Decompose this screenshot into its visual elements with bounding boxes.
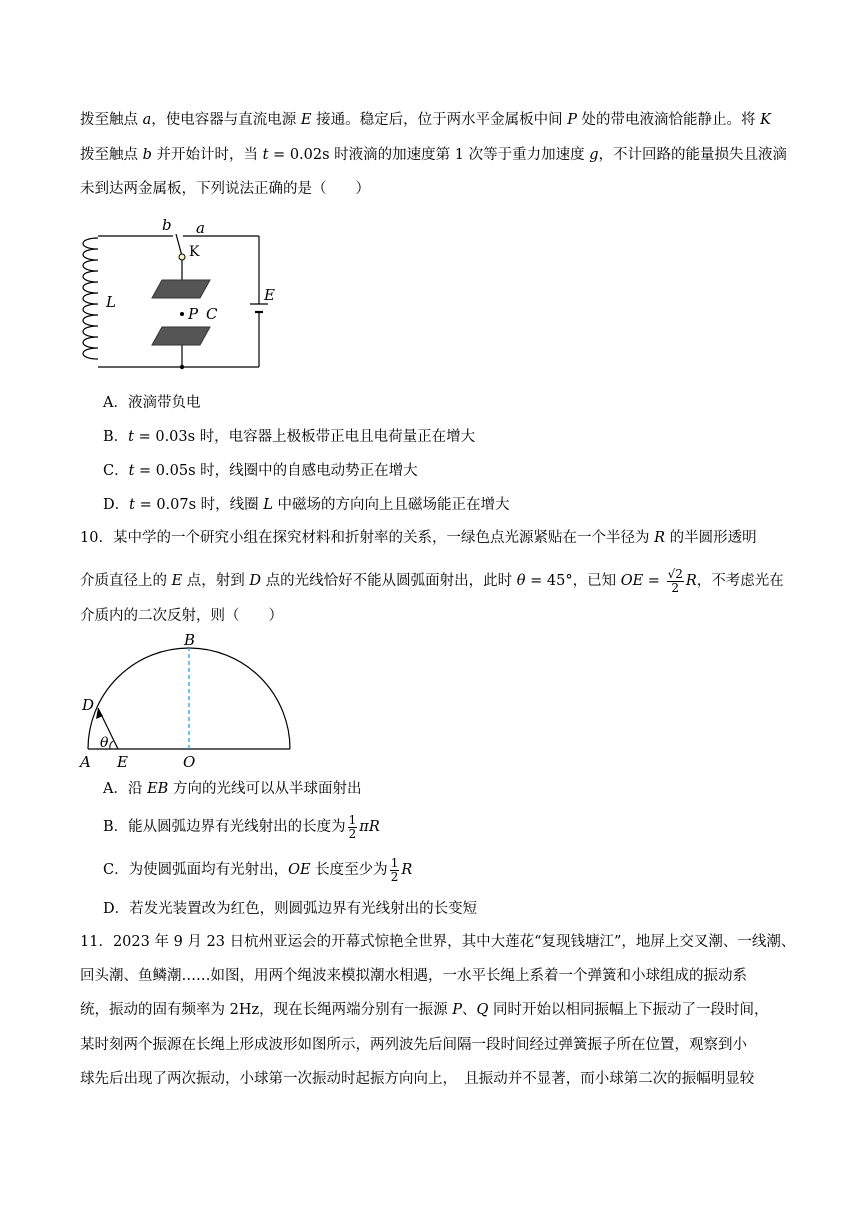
var-P: P (567, 112, 577, 128)
text: 点的光线恰好不能从圆弧面射出，此时 (261, 573, 517, 589)
var-pi-R: πR (359, 819, 380, 835)
var-t: t (262, 147, 269, 163)
fraction-one-half (390, 857, 400, 884)
text: 回头潮、鱼鳞潮……如图，用两个绳波来模拟潮水相遇，一水平长绳上系着一个弹簧和小球组成的振动系 (80, 968, 747, 984)
var-L: L (263, 497, 273, 513)
fraction-sqrt2-over-2 (667, 568, 684, 595)
label-P: P (188, 305, 199, 323)
denominator: 2 (671, 580, 680, 595)
text: = 45°，已知 (525, 573, 621, 589)
text: A．沿 (103, 781, 148, 797)
label-D: D (82, 696, 95, 714)
q11-line-1 (80, 932, 795, 952)
text: C． (103, 463, 129, 479)
var-R: R (401, 862, 413, 878)
numerator: √2 (667, 566, 683, 581)
upper-capacitor-plate (152, 280, 210, 298)
text: 球先后出现了两次振动，小球第一次振动时起振方向向上， 且振动并不显著，而小球第二次的振幅明显较 (80, 1071, 755, 1087)
text: 11．2023 年 9 月 23 日杭州亚运会的开幕式惊艳全世界，其中大莲花“复现钱塘江”，地屏上交叉潮、一线潮、 (80, 934, 796, 950)
denominator: 2 (348, 826, 357, 841)
var-P: P (452, 1002, 462, 1018)
text: 某时刻两个振源在长绳上形成波形如图所示，两列波先后间隔一段时间经过弹簧振子所在位置，观察到小 (80, 1037, 747, 1053)
label-L: L (106, 293, 116, 311)
q9-option-d (103, 495, 510, 515)
label-B: B (184, 631, 196, 649)
q11-line-4 (80, 1035, 747, 1055)
text: = 0.05s 时，线圈中的自感电动势正在增大 (134, 463, 418, 479)
switch-blade (176, 234, 182, 256)
text: 介质内的二次反射，则（ ） (80, 608, 283, 624)
q11-line-2 (80, 966, 747, 986)
text: B． (103, 429, 129, 445)
text: = 0.07s 时，线圈 (134, 497, 264, 513)
q10-option-a (103, 779, 361, 799)
inductor-coil (83, 238, 98, 359)
q9-stem-line-1 (80, 110, 771, 130)
label-theta: θ (100, 735, 109, 751)
fraction-one-half (348, 814, 358, 841)
q10-stem-line-1 (80, 528, 757, 548)
var-E: E (300, 112, 312, 128)
q9-stem-line-2 (80, 145, 787, 165)
text: 介质直径上的 (80, 573, 172, 589)
var-R: R (685, 573, 697, 589)
label-E: E (117, 753, 128, 771)
var-theta: θ (516, 573, 526, 589)
q11-line-3 (80, 1000, 769, 1020)
var-OE: OE (288, 862, 311, 878)
text: 处的带电液滴恰能静止。将 (576, 112, 761, 128)
numerator: 1 (390, 855, 399, 870)
text: D． (103, 497, 130, 513)
text: A．液滴带负电 (103, 395, 201, 411)
q10-option-b (103, 811, 380, 843)
text: 接通。稳定后，位于两水平金属板中间 (311, 112, 568, 128)
q9-option-c (103, 461, 418, 481)
var-a: a (142, 112, 152, 128)
label-E: E (264, 286, 275, 304)
label-b: b (162, 216, 172, 234)
text: 长度至少为 (310, 862, 388, 878)
var-t: t (128, 429, 134, 445)
var-R: R (654, 530, 665, 546)
text: = 0.03s 时，电容器上极板带正电且电荷量正在增大 (133, 429, 476, 445)
junction-dot (180, 365, 184, 369)
text: 、 (462, 1002, 477, 1018)
var-Q: Q (476, 1002, 489, 1018)
label-A: A (80, 753, 91, 771)
var-t: t (129, 497, 135, 513)
text: D．若发光装置改为红色，则圆弧边界有光线射出的长变短 (103, 901, 478, 917)
var-E: E (171, 573, 183, 589)
switch-contact (179, 254, 185, 260)
lower-capacitor-plate (152, 327, 210, 345)
var-EB: EB (147, 781, 169, 797)
text: = (643, 573, 665, 589)
q9-option-a (103, 393, 200, 413)
var-K: K (760, 112, 772, 128)
label-C: C (206, 305, 218, 323)
q11-line-5 (80, 1069, 754, 1089)
denominator: 2 (390, 869, 399, 884)
semicircle-diagram (76, 628, 301, 772)
theta-arc (110, 741, 113, 749)
text: 拨至触点 (80, 112, 143, 128)
q9-option-b (103, 427, 475, 447)
text: 的半圆形透明 (664, 530, 757, 546)
var-b: b (142, 147, 152, 163)
var-t: t (128, 463, 135, 479)
text: = 0.02s 时液滴的加速度第 1 次等于重力加速度 (268, 147, 590, 163)
text: 方向的光线可以从半球面射出 (168, 781, 362, 797)
text: 点，射到 (182, 573, 250, 589)
var-D: D (249, 573, 262, 589)
lc-circuit-diagram (76, 214, 286, 372)
text: C．为使圆弧面均有光射出， (103, 862, 289, 878)
label-O: O (183, 753, 196, 771)
label-a: a (196, 219, 205, 237)
var-OE: OE (620, 573, 644, 589)
text: 同时开始以相同振幅上下振动了一段时间， (488, 1002, 769, 1018)
text: 并开始计时，当 (151, 147, 263, 163)
text: 10．某中学的一个研究小组在探究材料和折射率的关系，一绿色点光源紧贴在一个半径为 (80, 530, 655, 546)
var-g: g (589, 147, 599, 163)
q10-option-d (103, 899, 477, 919)
label-K: K (189, 244, 200, 260)
q9-stem-line-3 (80, 179, 370, 199)
text: 拨至触点 (80, 147, 143, 163)
text: ，使电容器与直流电源 (151, 112, 301, 128)
numerator: 1 (348, 812, 357, 827)
text: 中磁场的方向向上且磁场能正在增大 (272, 497, 510, 513)
q10-stem-line-3 (80, 606, 283, 626)
droplet-p (180, 312, 184, 316)
text: 未到达两金属板，下列说法正确的是（ ） (80, 181, 370, 197)
text: ，不计回路的能量损失且液滴 (598, 147, 788, 163)
q10-option-c (103, 854, 412, 886)
text: 统，振动的固有频率为 2Hz，现在长绳两端分别有一振源 (80, 1002, 453, 1018)
text: ，不考虑光在 (696, 573, 784, 589)
q10-stem-line-2 (80, 566, 784, 596)
text: B．能从圆弧边界有光线射出的长度为 (103, 819, 346, 835)
